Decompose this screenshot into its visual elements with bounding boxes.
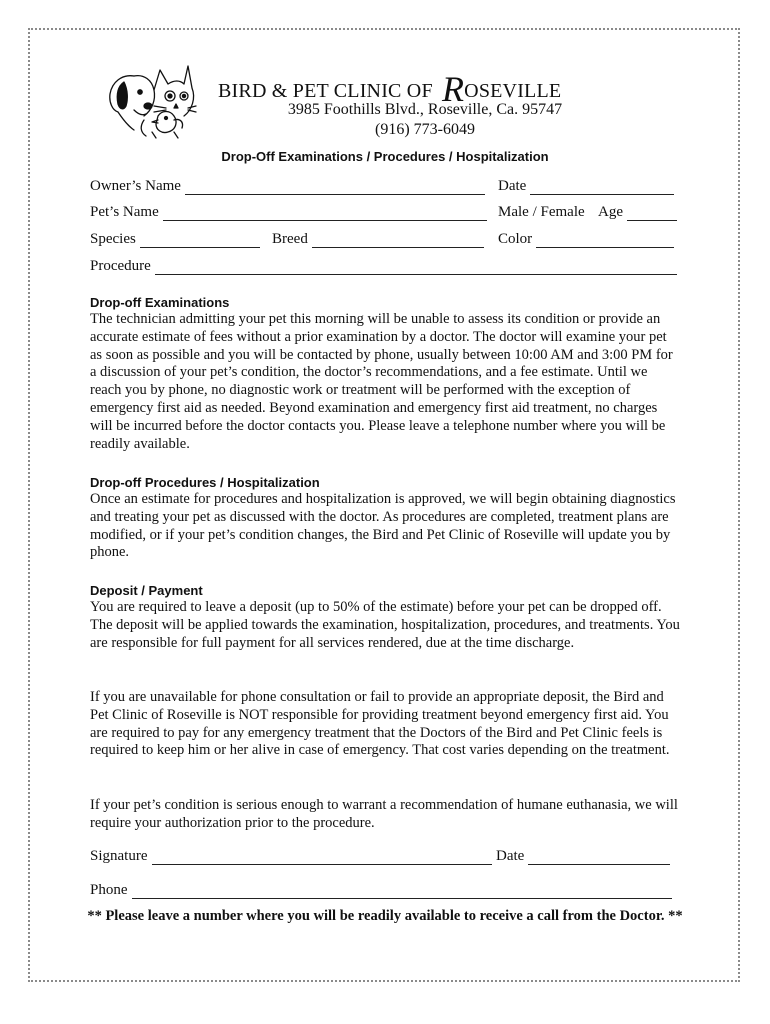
form-title-text: Drop-Off Examinations / Procedures / Hospitalization — [221, 149, 549, 164]
species-label: Species — [90, 231, 136, 247]
species-field[interactable] — [90, 231, 260, 248]
color-field[interactable] — [498, 231, 674, 248]
deposit-text: You are required to leave a deposit (up to 50% of the estimate) before your pet can be dropped off. The deposit will be applied towards the examination, hospitalization, procedures, and treatments. You are responsible for full payment for all services rendered, due at the time discharge. — [90, 599, 680, 651]
procedures-section — [90, 474, 680, 562]
procedures-text: Once an estimate for procedures and hospitalization is approved, we will begin obtaining diagnostics and treating your pet as discussed with the doctor. As procedures are completed, treatment plans are modified, or if your pet’s condition changes, the Bird and Pet Clinic of Roseville will update you by phone. — [90, 491, 676, 561]
clinic-phone-text: (916) 773-6049 — [375, 121, 475, 138]
clinic-address-text: 3985 Foothills Blvd., Roseville, Ca. 95747 — [287, 101, 563, 118]
signature-line[interactable] — [152, 849, 492, 865]
phone-label: Phone — [90, 882, 128, 898]
clinic-name — [218, 64, 562, 109]
owners-name-field[interactable] — [90, 178, 485, 195]
deposit-heading: Deposit / Payment — [90, 583, 203, 598]
signature-label: Signature — [90, 848, 148, 864]
phone-row — [90, 882, 680, 902]
owners-name-line[interactable] — [185, 179, 485, 195]
exams-section — [90, 294, 680, 453]
clinic-name-initial: R — [441, 69, 465, 109]
date-field[interactable] — [498, 178, 674, 195]
exams-heading: Drop-off Examinations — [90, 295, 230, 310]
unavailable-text: If you are unavailable for phone consultation or fail to provide an appropriate deposit, the Bird and Pet Clinic of Roseville is NOT responsible for providing treatment beyond emergency first aid. You are required to pay for any emergency treatment that the Doctors of the Bird and Pet Clinic feels is required to keep him or her alive in case of emergency. That cost varies depending on the treatment. — [90, 689, 670, 759]
color-label: Color — [498, 231, 533, 247]
clinic-phone — [0, 121, 770, 139]
pet-row — [90, 204, 680, 224]
pets-name-label: Pet’s Name — [90, 204, 159, 220]
euthanasia-text: If your pet’s condition is serious enough to warrant a recommendation of humane euthanasia, we will require your authorization prior to the procedure. — [90, 797, 678, 831]
clinic-name-rest: OSEVILLE — [464, 80, 562, 102]
owners-name-label: Owner’s Name — [90, 178, 181, 194]
procedure-field[interactable] — [90, 258, 677, 275]
breed-field[interactable] — [272, 231, 484, 248]
clinic-name-prefix: BIRD & PET CLINIC OF — [218, 80, 438, 102]
pets-name-line[interactable] — [163, 205, 487, 221]
procedures-heading: Drop-off Procedures / Hospitalization — [90, 475, 320, 490]
date-line[interactable] — [530, 179, 674, 195]
callback-notice: ** Please leave a number where you will be readily available to receive a call from the Doctor. ** — [87, 908, 683, 924]
species-row — [90, 231, 680, 251]
age-field[interactable] — [598, 204, 677, 221]
color-line[interactable] — [536, 232, 674, 248]
procedure-label: Procedure — [90, 258, 151, 274]
exams-text: The technician admitting your pet this morning will be unable to assess its condition or provide an accurate estimate of fees without a prior examination by a doctor. The doctor will examine your pet as soon as possible and you will be contacted by phone, usually between 10:00 AM and 3:00 PM for a discussion of your pet’s condition, the doctor’s recommendations, and a fee estimate. Until we reach you by phone, no diagnostic work or treatment will be performed with the exception of emergency first aid as needed. Beyond examination and emergency first aid treatment, no charges will be incurred before the doctor contacts you. Please leave a telephone number where you will be readily available. — [90, 311, 673, 452]
form-title — [0, 149, 770, 164]
signature-date-line[interactable] — [528, 849, 670, 865]
pets-name-field[interactable] — [90, 204, 487, 221]
breed-label: Breed — [272, 231, 308, 247]
signature-field[interactable] — [90, 848, 492, 865]
sex-field[interactable] — [498, 204, 589, 221]
clinic-address — [0, 101, 770, 119]
phone-line[interactable] — [132, 883, 672, 899]
unavailable-section — [90, 689, 680, 760]
deposit-section — [90, 582, 680, 652]
signature-date-field[interactable] — [496, 848, 670, 865]
euthanasia-section — [90, 797, 680, 833]
signature-row — [90, 848, 680, 868]
phone-field[interactable] — [90, 882, 672, 899]
date-label: Date — [498, 178, 527, 194]
procedure-line[interactable] — [155, 259, 677, 275]
age-label: Age — [598, 204, 623, 220]
age-line[interactable] — [627, 205, 677, 221]
breed-line[interactable] — [312, 232, 484, 248]
owner-row — [90, 178, 680, 198]
signature-date-label: Date — [496, 848, 525, 864]
species-line[interactable] — [140, 232, 260, 248]
sex-label: Male / Female — [498, 204, 585, 220]
procedure-row — [90, 258, 680, 278]
